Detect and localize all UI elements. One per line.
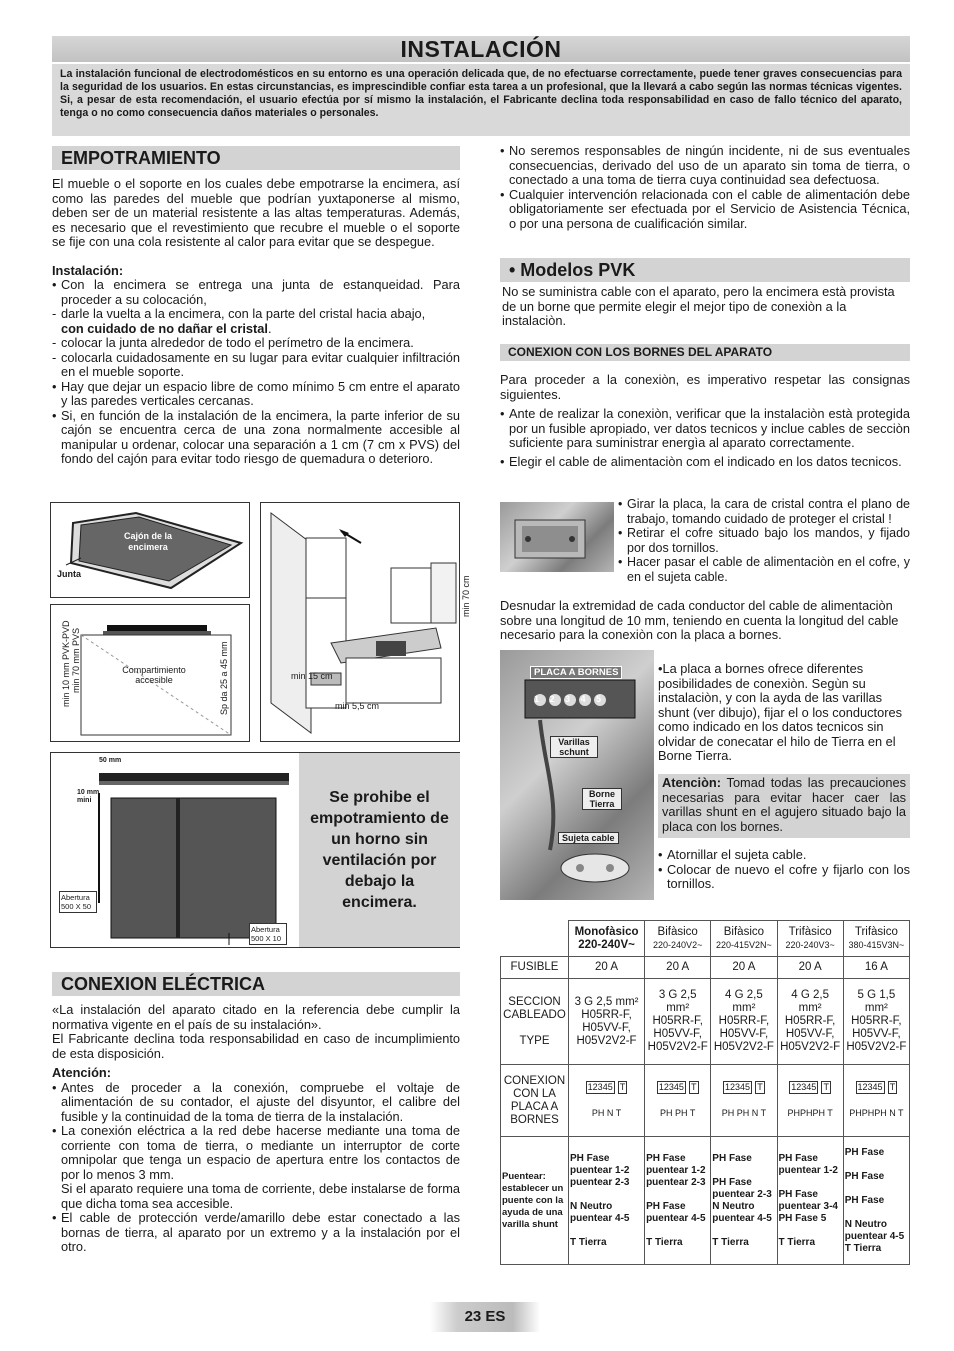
- photo-steps: [618, 497, 910, 584]
- page-number: 23 ES: [430, 1302, 540, 1332]
- connection-table: [500, 920, 910, 1265]
- table-row: [501, 1065, 910, 1137]
- desnudar-para: Desnudar la extremidad de cada conductor del cable de alimentaciòn sobre una longitud de 10 mm, teniendo en cuenta la longitud del cable necesario para la conexiòn con la placa a bornes.: [500, 598, 899, 642]
- conexion-heading: CONEXION ELÉCTRICA: [52, 972, 460, 996]
- empotramiento-heading: EMPOTRAMIENTO: [52, 146, 460, 170]
- header-cell: Bifàsico 220-415V2N~: [711, 921, 777, 957]
- header-cell: Trifàsico 380-415V3N~: [843, 921, 909, 957]
- list-item: - colocar la junta alrededor de todo el perímetro de la encimera.: [52, 336, 460, 351]
- terminal-cell: 12345 T PH PH T: [645, 1065, 711, 1137]
- puentear-cell: PH Fase PH Fase puentear 2-3 N Neutro puentear 4-5 T Tierra: [711, 1137, 777, 1265]
- table-cell: 20 A: [777, 957, 843, 979]
- list-item: - colocarla cuidadosamente en su lugar para evitar cualquier infiltración en el mueble soporte.: [52, 351, 460, 380]
- page-title: INSTALACIÓN: [52, 36, 910, 62]
- puentear-cell: PH Fase PH Fase PH Fase N Neutro puentear 4-5 T Tierra: [843, 1137, 909, 1265]
- cofre-drawing: [500, 502, 614, 572]
- warning-text: Se prohibe el empotramiento de un horno sin ventilación por debajo la encimera.: [310, 789, 449, 911]
- conexion-para2: El Fabricante declina toda responsabilidad en caso de incumplimiento de esta disposición.: [52, 1031, 460, 1061]
- table-cell: 4 G 2,5 mm² H05RR-F, H05VV-F, H05V2V2-F: [711, 979, 777, 1065]
- sujeta-label: Sujeta cable: [558, 832, 619, 844]
- list-item: • Colocar de nuevo el cofre y fijarlo con los tornillos.: [658, 863, 910, 892]
- placa-label: PLACA A BORNES: [530, 666, 622, 679]
- final-steps: [658, 848, 910, 892]
- terminal-cell: 12345 T PH PH N T: [711, 1065, 777, 1137]
- list-item: • No seremos responsables de ningún incidente, ni de sus eventuales consecuencias, derivado del uso de un aparato sin toma de tierra, o conectado a una toma de tierra cuya continuidad sea defectuosa.: [500, 144, 910, 188]
- header-cell: Monofàsico 220-240V~: [569, 921, 645, 957]
- instalacion-label: Instalación:: [52, 262, 124, 278]
- conexion-para1: «La instalación del aparato citado en la referencia debe cumplir la normativa vigente en el país de su instalación».: [52, 1002, 460, 1032]
- list-item: • Cualquier intervención relacionada con el cable de alimentación debe obligatoriamente ser efectuada por el Servicio de Asistencia Técnica, o por una persona de cualificación similar.: [500, 188, 910, 232]
- puentear-cell: PH Fase puentear 1-2 puentear 2-3 PH Fase puentear 4-5 T Tierra: [645, 1137, 711, 1265]
- min-pvs-label: min 70 mm PVS: [71, 627, 81, 693]
- table-row: [501, 957, 910, 979]
- list-item: • El cable de protección verde/amarillo debe estar conectado a las bornas de tierra, al aparato por un extremo y a la instalación por el otro.: [52, 1211, 460, 1255]
- list-item: • Antes de proceder a la conexión, compruebe el voltaje de alimentación de su contador, el ajuste del disyuntor, el calibre del fusible y la continuidad de la toma de tierra de la instalación.: [52, 1081, 460, 1125]
- placa-text: •La placa a bornes ofrece diferentes posibilidades de conexiòn. Segùn su instalaciòn, y con la ayda de las varillas shunt (ver dibujo), fijar el o los conductores como indicado en los datos tecnicos sin olvidar de conecatar el hilo de Tierra en el Borne Tierra.: [658, 661, 902, 763]
- atencion-label: Atención:: [52, 1065, 112, 1080]
- kitchen-figure: [260, 502, 471, 742]
- bornes-subheading: CONEXION CON LOS BORNES DEL APARATO: [500, 344, 910, 361]
- list-item: • Girar la placa, la cara de cristal contra el plano de trabajo, tomando cuidado de proteger el cristal !: [618, 497, 910, 526]
- table-row: [501, 921, 910, 957]
- varillas-label: Varillas schunt: [550, 736, 598, 758]
- terminal-cell: 12345 T PHPHPH T: [777, 1065, 843, 1137]
- table-cell: 20 A: [711, 957, 777, 979]
- abertura1-label: Abertura 500 X 50: [59, 891, 97, 913]
- table-cell: 20 A: [569, 957, 645, 979]
- min15-label: min 15 cm: [291, 671, 333, 681]
- list-item: • Con la encimera se entrega una junta de estanqueidad. Para proceder a su colocación,: [52, 278, 460, 307]
- row-label: SECCION CABLEADO TYPE: [501, 979, 569, 1065]
- abertura2-label: Abertura 500 X 10: [249, 923, 287, 945]
- compartimiento-figure: [50, 604, 250, 742]
- borne-label: Borne Tierra: [582, 788, 622, 810]
- oven-drawing: [51, 753, 301, 949]
- pvk-heading: • Modelos PVK: [500, 258, 910, 282]
- warning-box: [299, 753, 460, 947]
- empotramiento-text: [52, 177, 460, 467]
- table-cell: 3 G 2,5 mm² H05RR-F, H05VV-F, H05V2V2-F: [645, 979, 711, 1065]
- junta-figure: [50, 502, 250, 598]
- atencion-box-text: Tomad todas las precauciones necesarias para evitar hacer caer las varillas shunt en el agujero situado bajo la placa con los bornes.: [662, 775, 907, 834]
- sp-label: Sp da 25 a 45 mm: [219, 641, 229, 715]
- terminal-cell: 12345 T PH N T: [569, 1065, 645, 1137]
- row-label: FUSIBLE: [501, 957, 569, 979]
- list-item: • Elegir el cable de alimentaciòn com el indicado en los datos tecnicos.: [500, 455, 910, 470]
- header-cell: Bifàsico 220-240V2~: [645, 921, 711, 957]
- terminal-numbers: 1 2 3 4 5: [534, 694, 606, 704]
- atencion-box-label: Atenciòn:: [662, 775, 722, 790]
- table-cell: 20 A: [645, 957, 711, 979]
- ventilation-figure: [50, 752, 460, 948]
- list-item: • La conexión eléctrica a la red debe hacerse mediante una toma de corriente con toma de tierra, o mediante un interruptor de corte omnipolar que tenga un espacio de apertura entre los contactos de por lo menos 3 mm. Si el aparato requiere una toma de corriente, debe instalarse de forma que dicha toma sea accesible.: [52, 1124, 460, 1211]
- list-item: • Retirar el cofre situado bajo los mandos, y fijado por dos tornillos.: [618, 526, 910, 555]
- min70-label: min 70 cm: [461, 575, 471, 617]
- table-cell: 3 G 2,5 mm² H05RR-F, H05VV-F, H05V2V2-F: [569, 979, 645, 1065]
- table-cell: 16 A: [843, 957, 909, 979]
- junta-label: Junta: [57, 569, 82, 579]
- table-cell: 4 G 2,5 mm² H05RR-F, H05VV-F, H05V2V2-F: [777, 979, 843, 1065]
- conexion-text: [52, 1003, 460, 1255]
- terminal-cell: 12345 T PHPHPH N T: [843, 1065, 909, 1137]
- min55-label: min 5,5 cm: [335, 701, 380, 711]
- puentear-cell: PH Fase puentear 1-2 puentear 2-3 N Neutro puentear 4-5 T Tierra: [569, 1137, 645, 1265]
- list-item: - darle la vuelta a la encimera, con la parte del cristal hacia abajo, con cuidado de no dañar el cristal.: [52, 307, 460, 336]
- row-label: Puentear: establecer un puente con la ayuda de una varilla shunt: [501, 1137, 569, 1265]
- table-row: [501, 1137, 910, 1265]
- list-item: • Hacer pasar el cable de alimentaciòn en el cofre, y en el sujeta cable.: [618, 555, 910, 584]
- compartimiento-label: Compartimiento accesible: [122, 665, 186, 685]
- placa-drawing: [500, 650, 654, 900]
- list-item: • Si, en función de la instalación de la encimera, la parte inferior de su cajón se encuentra cerca de una zona normalmente accesible al manipular u ordenar, colocar una separación a 1 cm (7 cm x PVS) del fondo del cajón para evitar todo riesgo de quemadura o deterioro.: [52, 409, 460, 467]
- mm10-label: 10 mm mini: [77, 789, 100, 804]
- conexion-list: [52, 1081, 460, 1255]
- mm50-label: 50 mm: [99, 757, 122, 764]
- instalacion-list: [52, 278, 460, 467]
- empotramiento-para: El mueble o el soporte en los cuales debe empotrarse la encimera, así como las paredes del mueble que podrían yuxtaponerse al mismo, deben ser de un material resistente a las altas temperaturas. Además, es necesario que el revestimiento que recubre el mueble o el soporte se fije con una cola resistente al calor para evitar que se despegue.: [52, 176, 460, 249]
- bornes-para: Para proceder a la conexiòn, es imperativo respetar las consignas siguientes.: [500, 372, 910, 402]
- cofre-photo: [500, 502, 614, 572]
- row-label: CONEXION CON LA PLACA A BORNES: [501, 1065, 569, 1137]
- table-cell: 5 G 1,5 mm² H05RR-F, H05VV-F, H05V2V2-F: [843, 979, 909, 1065]
- puentear-cell: PH Fase puentear 1-2 PH Fase puentear 3-4 PH Fase 5 T Tierra: [777, 1137, 843, 1265]
- atencion-box: [658, 774, 910, 838]
- pvk-para: No se suministra cable con el aparato, pero la encimera està provista de un borne que permite elegir el mejor tipo de conexiòn a la instalaciòn.: [502, 284, 895, 328]
- placa-photo: [500, 650, 654, 900]
- header-cell: Trifàsico 220-240V3~: [777, 921, 843, 957]
- table-row: [501, 979, 910, 1065]
- list-item: • Atornillar el sujeta cable.: [658, 848, 910, 863]
- list-item: • Ante de realizar la conexiòn, verificar que la instalaciòn està protegida por un fusible apropiado, ver datos tecnicos y inclue cables de secciòn suficiente para suministrar energìa al aparato correctamente.: [500, 407, 910, 451]
- min-pvd-label: min 10 mm PVK-PVD: [61, 620, 71, 707]
- list-item: • Hay que dejar un espacio libre de como mínimo 5 cm entre el aparato y las paredes verticales cercanas.: [52, 380, 460, 409]
- bornes-text: [500, 373, 910, 469]
- right-top-text: [500, 144, 910, 231]
- cajon-label: Cajón de la encimera: [123, 531, 172, 552]
- intro-warning: La instalación funcional de electrodomésticos en su entorno es una operación delicada que, de no efectuarse correctamente, puede tener graves consecuencias para la seguridad de los usuarios. En estas circunstancias, es imprescindible confiar esta tarea a un profesional, que la llevará a cabo según las normas técnicas vigentes. Si, a pesar de esta recomendación, el usuario efectúa por sí mismo la instalación, el Fabricante declina toda responsabilidad en caso de fallo técnico del aparato, tenga o no como consecuencia daños materiales o personales.: [52, 64, 910, 136]
